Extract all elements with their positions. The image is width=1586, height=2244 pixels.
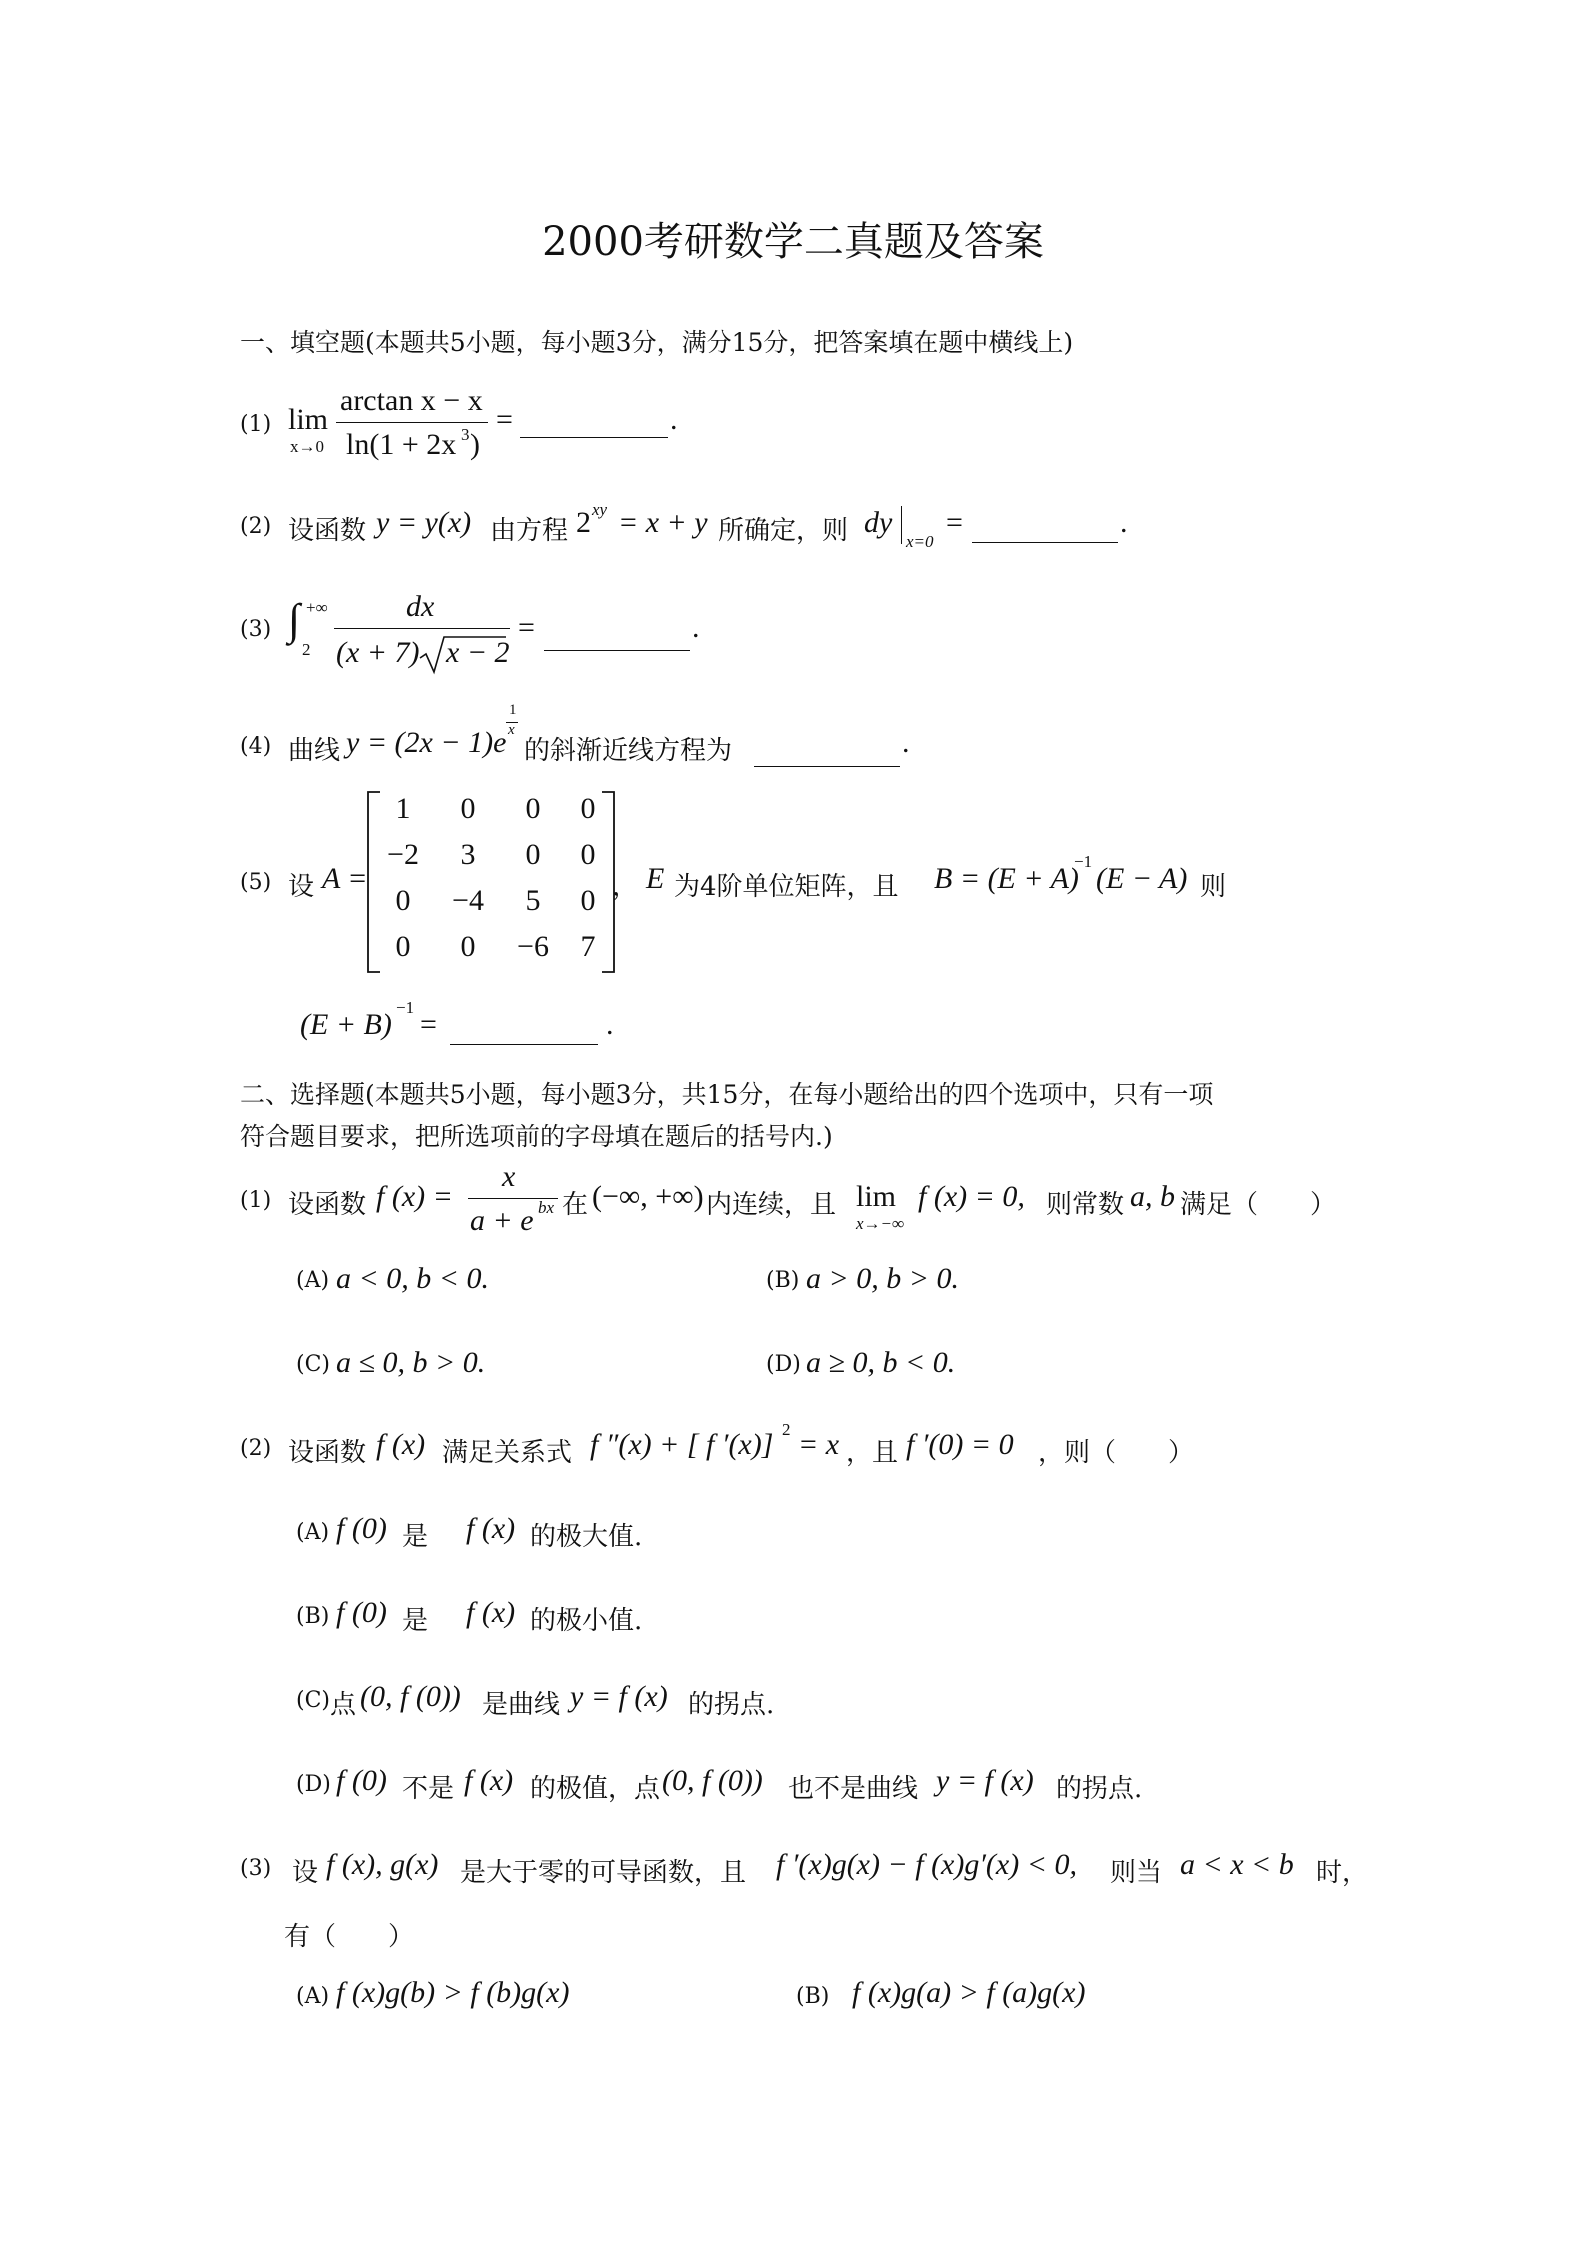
option-expr: f (0)	[336, 1512, 387, 1545]
s2q1-option-c-label[interactable]: (C)	[296, 1352, 330, 1377]
s2q1-option-c: a ≤ 0, b > 0.	[336, 1346, 486, 1379]
q5-answer-blank[interactable]	[450, 1044, 598, 1045]
s2q3-text2: 是大于零的可导函数，且	[460, 1858, 747, 1888]
q3-equals: =	[518, 611, 535, 644]
option-expr: f (x)	[466, 1512, 516, 1545]
s2q1-numerator: x	[502, 1160, 516, 1193]
s2q3-text4: 时，	[1316, 1858, 1369, 1888]
s2q2-text2: 满足关系式	[442, 1438, 573, 1468]
q1-lim: lim	[288, 403, 329, 436]
matrix-cell: −4	[452, 884, 484, 917]
s2q1-vars: a, b	[1130, 1180, 1175, 1213]
q1-den-exp: 3	[461, 425, 470, 444]
option-text: 也不是曲线	[788, 1774, 919, 1804]
s2q2-relation-exp: 2	[782, 1420, 791, 1439]
q1-numerator: arctan x − x	[340, 384, 483, 417]
q2-exponent: xy	[592, 500, 608, 519]
q3-radicand: x − 2	[446, 636, 510, 669]
q5-lhs: A =	[322, 862, 368, 895]
option-text: 的极大值.	[530, 1522, 643, 1552]
q5-text2: 为4阶单位矩阵，且	[674, 872, 899, 902]
s2q1-number: (1)	[240, 1188, 272, 1213]
s2q1-lim: lim	[856, 1180, 897, 1213]
matrix-cell: 3	[460, 838, 476, 871]
q3-period: .	[692, 611, 700, 644]
s2q3-option-a-label[interactable]: (A)	[296, 1984, 330, 2009]
q5-number: (5)	[240, 870, 272, 895]
q3-number: (3)	[240, 617, 272, 642]
matrix-cell: 0	[460, 792, 476, 825]
q5-comma: ，	[612, 872, 639, 902]
q5-text3: 则	[1200, 872, 1227, 902]
option-expr: f (x)	[466, 1596, 516, 1629]
option-expr: f (0)	[336, 1764, 387, 1797]
matrix-cell: 0	[395, 930, 411, 963]
q1-answer-blank[interactable]	[520, 437, 668, 438]
q5-period: .	[606, 1008, 614, 1041]
s2q1-option-d-label[interactable]: (D)	[766, 1352, 801, 1377]
section2-heading-line1: 二、选择题(本题共5小题，每小题3分，共15分，在每小题给出的四个选项中，只有一项	[240, 1080, 1214, 1109]
s2q3-option-b-label[interactable]: (B)	[796, 1984, 830, 2009]
q1-den-b: )	[470, 428, 480, 461]
q5-text1: 设	[288, 872, 315, 902]
q2-equals: =	[946, 506, 963, 539]
s2q1-den-exp: bx	[538, 1198, 555, 1217]
q2-text2: 由方程	[490, 516, 569, 546]
s2q2-fx: f (x)	[376, 1428, 426, 1461]
q2-number: (2)	[240, 514, 272, 539]
q5-E: E	[646, 862, 665, 895]
q3-numerator: dx	[406, 590, 435, 623]
s2q1-option-d: a ≥ 0, b < 0.	[806, 1346, 956, 1379]
option-text: 点	[330, 1690, 357, 1720]
matrix-cell: 0	[525, 838, 541, 871]
s2q1-den-a: a + e	[470, 1204, 534, 1237]
s2q2-number: (2)	[240, 1436, 272, 1461]
q5-inverse-exp: −1	[1074, 852, 1093, 871]
option-text: 的拐点.	[688, 1690, 775, 1720]
s2q3-line2: 有（ ）	[284, 1922, 415, 1952]
s2q3-condition: f ′(x)g(x) − f (x)g′(x) < 0,	[776, 1848, 1077, 1881]
q1-equals: =	[496, 403, 513, 436]
option-expr: f (x)	[464, 1764, 514, 1797]
q2-text3: 所确定，则	[718, 516, 849, 546]
option-expr: f (0)	[336, 1596, 387, 1629]
s2q1-text2: 在	[562, 1190, 589, 1220]
s2q2-text1: 设函数	[288, 1438, 367, 1468]
s2q3-number: (3)	[240, 1856, 272, 1881]
q3-den-a: (x + 7)	[336, 636, 420, 669]
q5-line2-equals: =	[420, 1008, 437, 1041]
s2q1-text4: 则常数	[1046, 1190, 1125, 1220]
s2q2-text3: ，且	[846, 1438, 899, 1468]
s2q2-option-d-label[interactable]: (D)	[296, 1772, 331, 1797]
q5-line2-expr: (E + B)	[300, 1008, 392, 1041]
s2q1-option-b: a > 0, b > 0.	[806, 1262, 959, 1295]
s2q3-text3: 则当	[1110, 1858, 1163, 1888]
q2-text1: 设函数	[288, 516, 367, 546]
option-expr: (0, f (0))	[360, 1680, 461, 1713]
s2q3-fg: f (x), g(x)	[326, 1848, 439, 1881]
q1-lim-sub: x→0	[290, 437, 324, 456]
q1-period: .	[670, 403, 678, 436]
q1-den-a: ln(1 + 2x	[346, 428, 457, 461]
option-text: 是	[402, 1606, 429, 1636]
q4-answer-blank[interactable]	[754, 766, 900, 767]
q4-number: (4)	[240, 734, 272, 759]
option-expr: (0, f (0))	[662, 1764, 763, 1797]
s2q3-option-b: f (x)g(a) > f (a)g(x)	[852, 1976, 1086, 2009]
matrix-cell: 5	[525, 884, 541, 917]
q2-base: 2	[576, 506, 591, 539]
matrix-cell: −2	[387, 838, 419, 871]
s2q2-option-c-label[interactable]: (C)	[296, 1688, 330, 1713]
option-text: 是曲线	[482, 1690, 561, 1720]
q4-text1: 曲线	[288, 736, 341, 766]
s2q1-option-a: a < 0, b < 0.	[336, 1262, 489, 1295]
q2-expr2: = x + y	[618, 506, 708, 539]
s2q1-expr: f (x) = 0,	[918, 1180, 1025, 1213]
q2-period: .	[1120, 506, 1128, 539]
q2-eval-bar	[901, 506, 902, 544]
option-text: 的拐点.	[1056, 1774, 1143, 1804]
matrix-cell: 0	[580, 838, 596, 871]
matrix-cell: 0	[525, 792, 541, 825]
s2q2-text4: ，则（ ）	[1038, 1438, 1195, 1468]
q4-period: .	[902, 726, 910, 759]
matrix-cell: 0	[580, 884, 596, 917]
s2q2-relation-a: f ″(x) + [ f ′(x)]	[590, 1428, 774, 1461]
q4-exp-numerator: 1	[509, 702, 517, 718]
s2q3-option-a: f (x)g(b) > f (b)g(x)	[336, 1976, 570, 2009]
s2q1-lhs: f (x) =	[376, 1180, 453, 1213]
page-title: 2000考研数学二真题及答案	[542, 219, 1044, 265]
s2q2-relation-b: = x	[798, 1428, 840, 1461]
option-expr: y = f (x)	[570, 1680, 668, 1713]
matrix-cell: 0	[460, 930, 476, 963]
q5-expr-b: (E − A)	[1096, 862, 1188, 895]
s2q3-range: a < x < b	[1180, 1848, 1294, 1881]
s2q1-option-b-label[interactable]: (B)	[766, 1268, 800, 1293]
section1-heading: 一、填空题(本题共5小题，每小题3分，满分15分，把答案填在题中横线上)	[240, 328, 1074, 357]
q4-text2: 的斜渐近线方程为	[524, 736, 733, 766]
s2q2-option-a-label[interactable]: (A)	[296, 1520, 330, 1545]
option-text: 是	[402, 1522, 429, 1552]
option-expr: y = f (x)	[936, 1764, 1034, 1797]
q5-line2-inverse-exp: −1	[396, 998, 415, 1017]
q2-dy: dy	[864, 506, 893, 539]
q4-exp-denominator: x	[508, 722, 515, 738]
s2q1-lim-sub: x→−∞	[856, 1214, 905, 1233]
s2q1-text5: 满足（ ）	[1180, 1190, 1337, 1220]
matrix-cell: 7	[580, 930, 596, 963]
s2q1-text1: 设函数	[288, 1190, 367, 1220]
s2q1-text3: 内连续，且	[706, 1190, 837, 1220]
q3-integral-sign: ∫	[288, 595, 301, 644]
option-text: 的极值，点	[530, 1774, 661, 1804]
matrix-cell: 0	[395, 884, 411, 917]
q4-expr: y = (2x − 1)e	[346, 726, 507, 759]
matrix-cell: −6	[517, 930, 549, 963]
matrix-cell: 0	[580, 792, 596, 825]
q2-answer-blank[interactable]	[972, 542, 1118, 543]
s2q2-option-b-label[interactable]: (B)	[296, 1604, 330, 1629]
s2q2-condition: f ′(0) = 0	[906, 1428, 1014, 1461]
q2-expr1: y = y(x)	[376, 506, 472, 539]
s2q1-interval: (−∞, +∞)	[592, 1180, 704, 1213]
s2q1-option-a-label[interactable]: (A)	[296, 1268, 330, 1293]
q1-fraction-bar	[336, 422, 488, 423]
option-text: 不是	[402, 1774, 455, 1804]
matrix-cell: 1	[395, 792, 411, 825]
q1-number: (1)	[240, 412, 272, 437]
s2q3-text1: 设	[292, 1858, 319, 1888]
q3-answer-blank[interactable]	[544, 650, 690, 651]
q3-lower-limit: 2	[302, 640, 311, 659]
option-text: 的极小值.	[530, 1606, 643, 1636]
section2-heading-line2: 符合题目要求，把所选项前的字母填在题后的括号内.)	[240, 1122, 833, 1151]
q3-fraction-bar	[334, 628, 510, 629]
q5-expr-a: B = (E + A)	[934, 862, 1079, 895]
q2-eval-sub: x=0	[906, 532, 934, 551]
q3-upper-limit: +∞	[306, 598, 328, 617]
